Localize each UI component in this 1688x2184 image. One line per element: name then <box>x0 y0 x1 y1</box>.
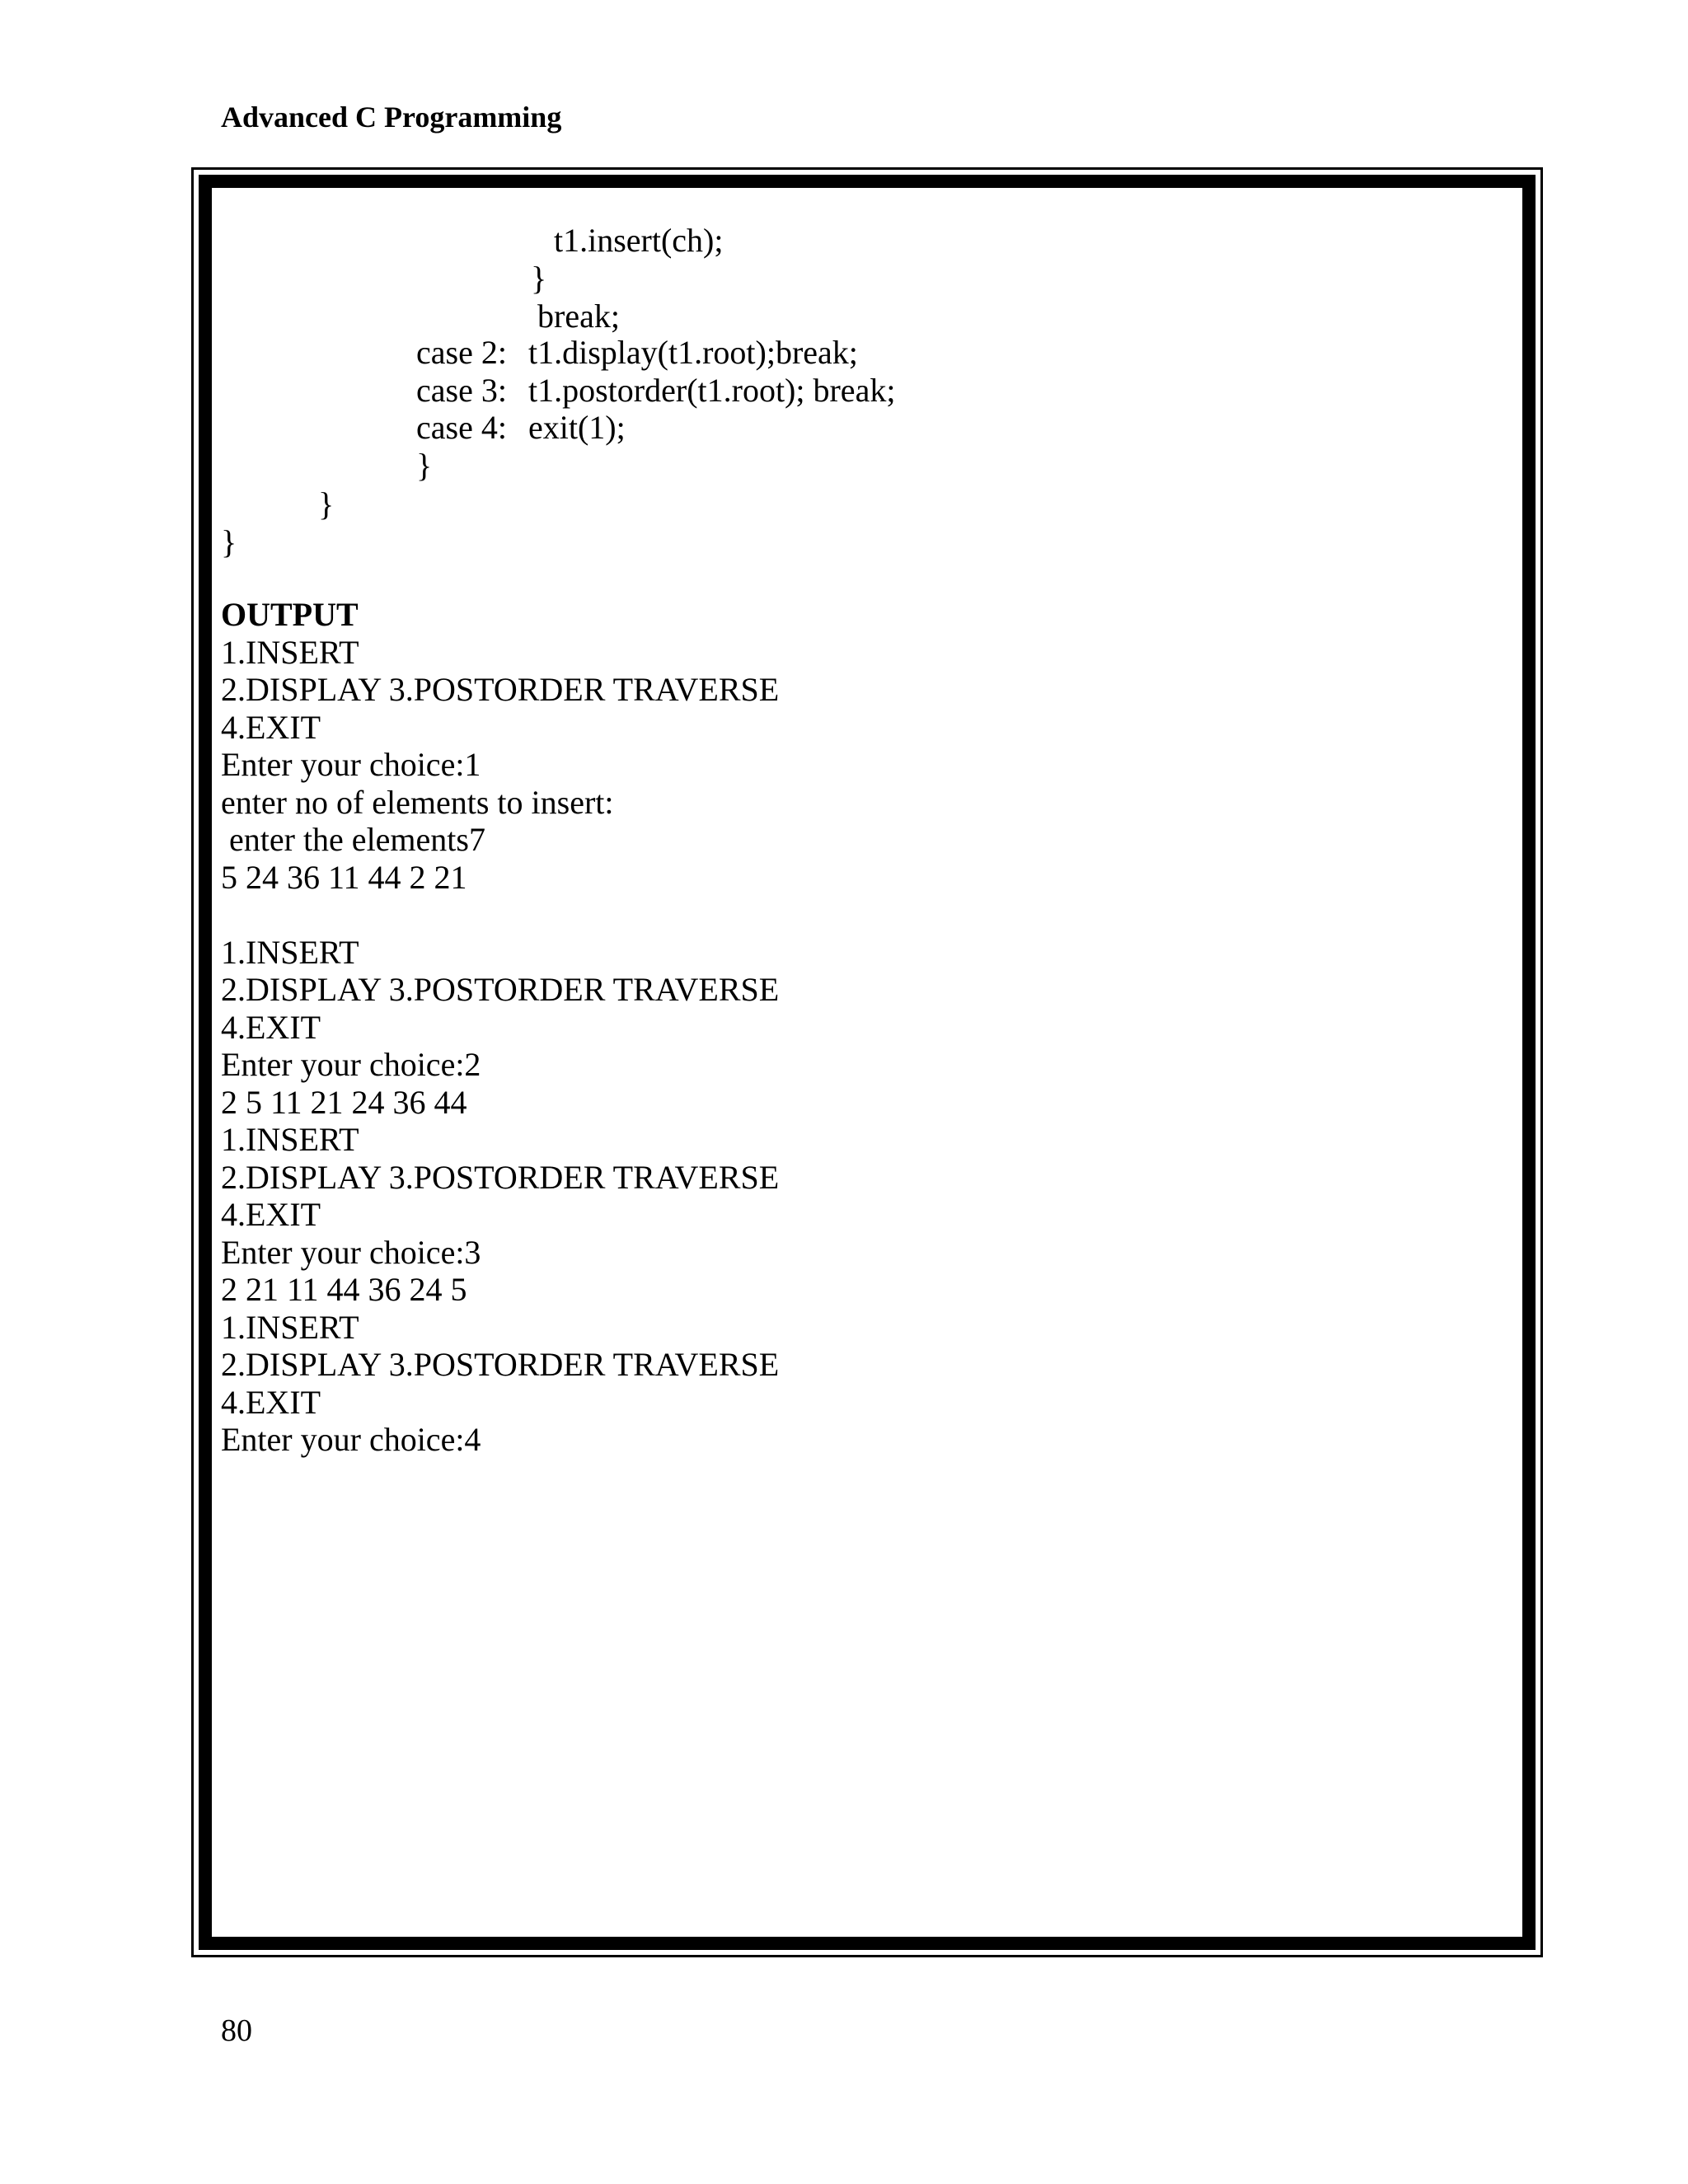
code-case2-label: case 2: <box>416 334 507 371</box>
output-line: Enter your choice:2 <box>221 1046 481 1083</box>
code-loop-close-brace: } <box>318 485 335 523</box>
running-header: Advanced C Programming <box>221 101 562 134</box>
output-line: enter the elements7 <box>221 821 485 858</box>
output-line: Enter your choice:3 <box>221 1234 481 1271</box>
code-case3-label: case 3: <box>416 372 507 409</box>
code-case2-body: t1.display(t1.root);break; <box>528 334 858 371</box>
output-line: 2 5 11 21 24 36 44 <box>221 1084 467 1121</box>
output-line: enter no of elements to insert: <box>221 784 614 821</box>
code-case4-label: case 4: <box>416 409 507 446</box>
code-main-close-brace: } <box>221 523 237 560</box>
output-line: 1.INSERT <box>221 934 359 971</box>
output-line: 5 24 36 11 44 2 21 <box>221 859 467 896</box>
code-line-insert: t1.insert(ch); <box>554 222 724 259</box>
output-line: 2.DISPLAY 3.POSTORDER TRAVERSE <box>221 1346 780 1383</box>
code-case4-body: exit(1); <box>528 409 626 446</box>
output-line: 1.INSERT <box>221 1309 359 1346</box>
output-line: 2 21 11 44 36 24 5 <box>221 1271 467 1308</box>
output-line: 2.DISPLAY 3.POSTORDER TRAVERSE <box>221 971 780 1008</box>
code-line-close-brace: } <box>531 260 547 297</box>
output-line: Enter your choice:4 <box>221 1421 481 1458</box>
output-line: 4.EXIT <box>221 709 321 746</box>
code-case3-body: t1.postorder(t1.root); break; <box>528 372 896 409</box>
output-line: 1.INSERT <box>221 634 359 671</box>
code-switch-close-brace: } <box>416 447 433 484</box>
output-line: 4.EXIT <box>221 1009 321 1046</box>
output-line: Enter your choice:1 <box>221 746 481 783</box>
output-line: 1.INSERT <box>221 1121 359 1158</box>
output-line: 2.DISPLAY 3.POSTORDER TRAVERSE <box>221 1159 780 1196</box>
page-number: 80 <box>221 2013 252 2048</box>
output-line: 2.DISPLAY 3.POSTORDER TRAVERSE <box>221 671 780 708</box>
output-line: 4.EXIT <box>221 1384 321 1421</box>
output-heading: OUTPUT <box>221 596 359 633</box>
output-line: 4.EXIT <box>221 1196 321 1233</box>
code-line-break: break; <box>537 298 620 335</box>
